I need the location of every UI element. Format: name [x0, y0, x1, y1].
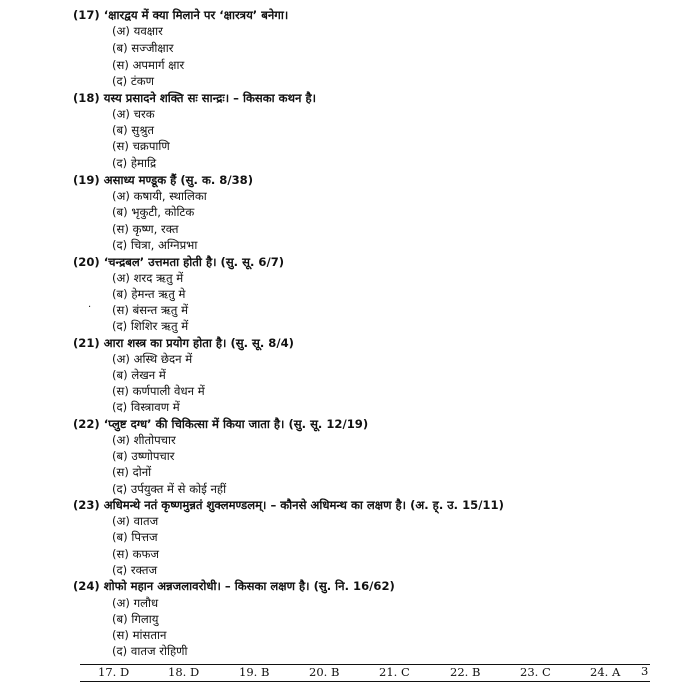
- page-number: 3: [641, 664, 649, 678]
- stray-mark: .: [88, 299, 92, 310]
- option: (ब) उष्णोपचार: [112, 449, 175, 463]
- option: (स) बंसन्त ऋतु में: [112, 303, 189, 317]
- option: (अ) यवक्षार: [112, 24, 163, 38]
- option: (द) चित्रा, अग्निप्रभा: [112, 238, 198, 252]
- question-23: (23) अधिमन्थे नतं कृष्णमुन्नतं शुक्लमण्डलम्। – कौनसे अधिमन्थ का लक्षण है। (अ. ह्. उ. 15/11): [73, 498, 504, 512]
- option: (द) हेमाद्रि: [112, 156, 157, 170]
- option: (स) कृष्ण, रक्त: [112, 222, 179, 236]
- option: (द) विस्त्रावण में: [112, 400, 180, 414]
- option: (अ) चरक: [112, 107, 155, 121]
- option: (ब) पित्तज: [112, 530, 158, 544]
- option: (ब) सुश्रुत: [112, 123, 155, 137]
- option: (अ) कषायी, स्थालिका: [112, 189, 207, 203]
- answer-key: [80, 664, 650, 682]
- option: (द) टंकण: [112, 74, 155, 88]
- question-20: (20) ‘चन्द्रबल’ उत्तमता होती है। (सु. सू. 6/7): [73, 255, 285, 269]
- answer-17: 17. D: [98, 665, 130, 679]
- answer-18: 18. D: [168, 665, 200, 679]
- option: (द) उर्पयुक्त में से कोई नहीं: [112, 482, 227, 496]
- option: (ब) भृकुटी, कोटिक: [112, 205, 195, 219]
- option: (अ) शीतोपचार: [112, 433, 176, 447]
- option: (स) अपमार्ग क्षार: [112, 58, 185, 72]
- option: (अ) अस्थि छेदन में: [112, 352, 193, 366]
- answer-19: 19. B: [239, 665, 270, 679]
- option: (स) चक्रपाणि: [112, 139, 170, 153]
- option: (अ) वातज: [112, 514, 159, 528]
- answer-20: 20. B: [309, 665, 340, 679]
- question-17: (17) ‘क्षारद्वय में क्या मिलाने पर ‘क्षारत्रय’ बनेगा।: [73, 8, 289, 22]
- option: (स) दोनों: [112, 465, 152, 479]
- option: (द) वातज रोहिणी: [112, 644, 188, 658]
- option: (ब) लेखन में: [112, 368, 166, 382]
- option: (स) कर्णपाली वेधन में: [112, 384, 205, 398]
- option: (स) कफज: [112, 547, 160, 561]
- answer-21: 21. C: [379, 665, 410, 679]
- question-21: (21) आरा शस्त्र का प्रयोग होता है। (सु. सू. 8/4): [73, 336, 294, 350]
- question-24: (24) शोफो महान अन्नजलावरोधी। – किसका लक्षण है। (सु. नि. 16/62): [73, 579, 395, 593]
- question-19: (19) असाध्य मण्डूक हैं (सु. क. 8/38): [73, 173, 254, 187]
- option: (अ) शरद ऋतु में: [112, 271, 184, 285]
- option: (स) मांसतान: [112, 628, 167, 642]
- option: (द) रक्तज: [112, 563, 158, 577]
- option: (ब) हेमन्त ऋतु मे: [112, 287, 186, 301]
- option: (अ) गलौध: [112, 596, 159, 610]
- option: (ब) गिलायु: [112, 612, 159, 626]
- question-22: (22) ‘प्लुष्ट दग्ध’ की चिकित्सा में किया जाता है। (सु. सू. 12/19): [73, 417, 369, 431]
- question-18: (18) यस्य प्रसादने शक्ति सः सान्द्रः। – किसका कथन है।: [73, 91, 316, 105]
- answer-23: 23. C: [520, 665, 551, 679]
- answer-22: 22. B: [450, 665, 481, 679]
- option: (ब) सज्जीक्षार: [112, 41, 174, 55]
- answer-24: 24. A: [590, 665, 621, 679]
- option: (द) शिशिर ऋतु में: [112, 319, 189, 333]
